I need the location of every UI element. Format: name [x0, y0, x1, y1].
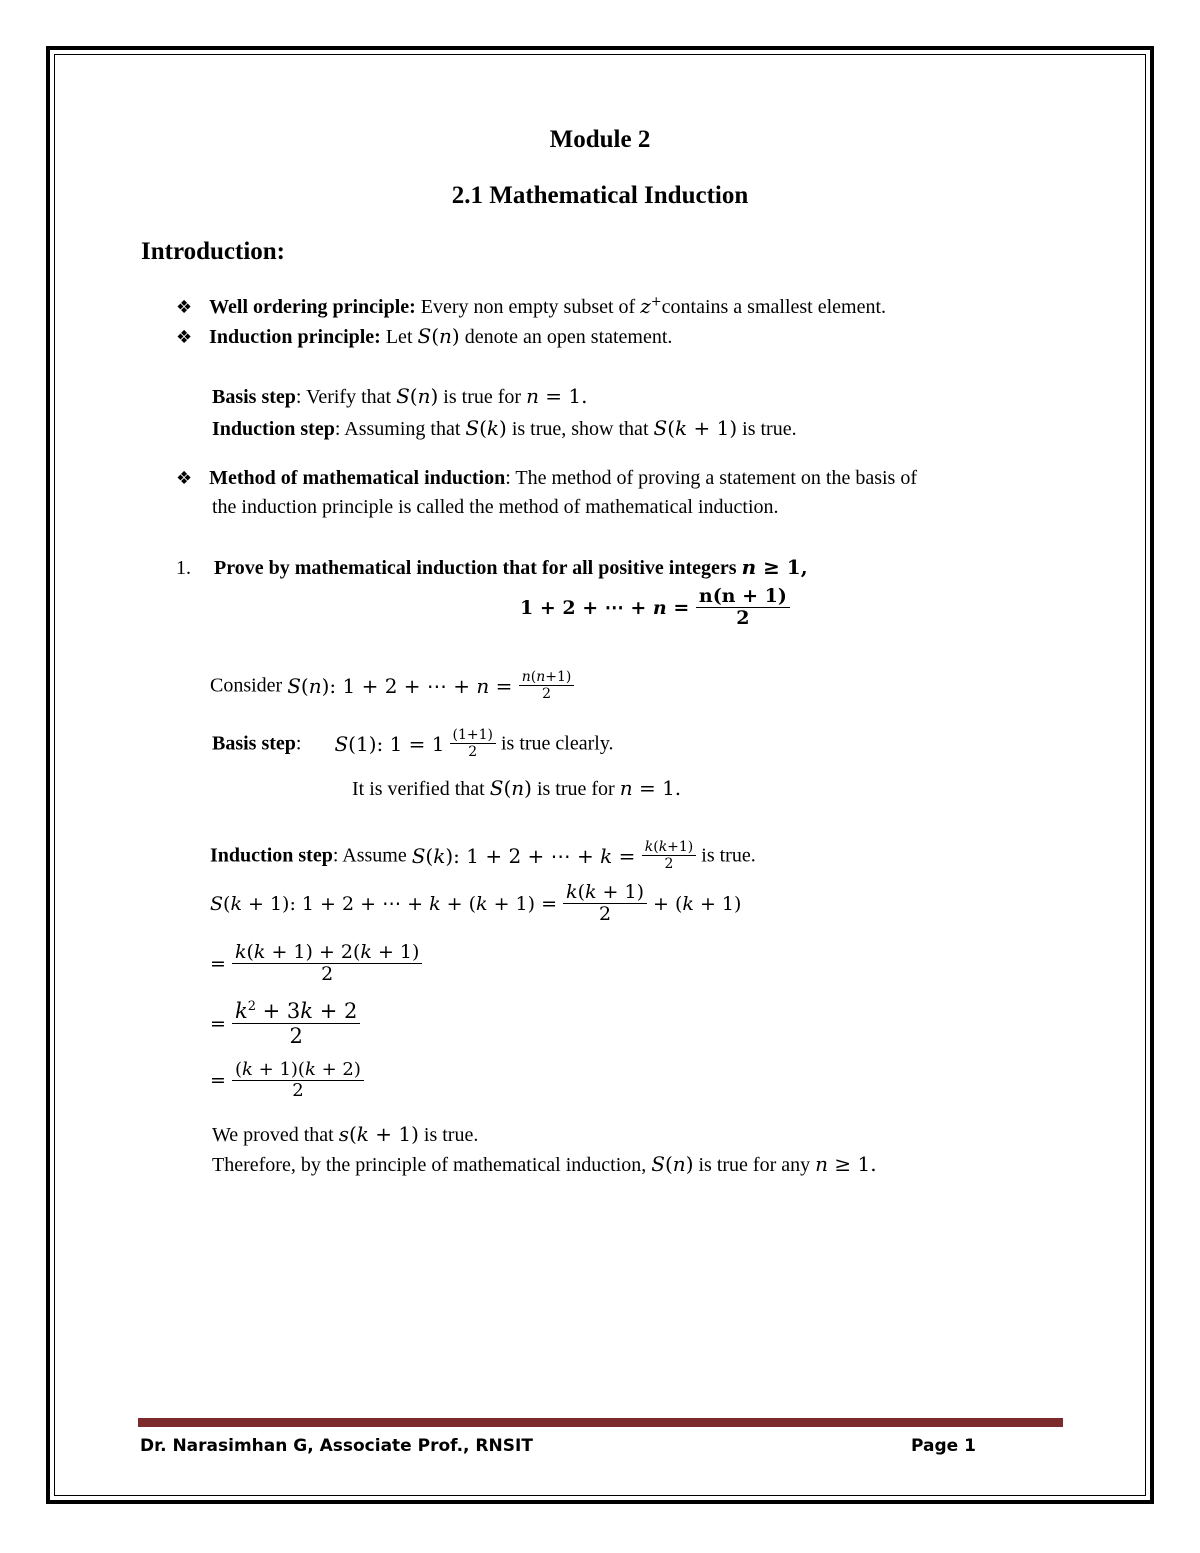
consider-line: Consider S(n): 1 + 2 + ⋯ + n = $\frac{n(n+1)}{2}$	[210, 670, 574, 702]
intro-heading: Introduction:	[141, 238, 286, 265]
step-equation-2: = $\frac{k^2 + 3k + 2}{2}$	[210, 1000, 360, 1048]
proved-line: We proved that s(k + 1) is true.	[212, 1122, 479, 1146]
diamond-bullet-icon: ❖	[176, 468, 193, 489]
bullet-well-ordering: ❖ Well ordering principle: Every non empty subset of z+contains a smallest element.	[176, 294, 887, 318]
induction-step-label: Induction step	[212, 418, 335, 440]
problem-1-statement: 1. Prove by mathematical induction that for all positive integers n ≥ 1,	[176, 555, 808, 579]
bullet-method: ❖ Method of mathematical induction: The method of proving a statement on the basis of	[176, 467, 918, 489]
math-z-plus: z+	[640, 294, 662, 318]
induction-step-proof: Induction step: Assume S(k): 1 + 2 + ⋯ + k = $\frac{k(k+1)}{2}$ is true.	[210, 839, 756, 873]
section-title: 2.1 Mathematical Induction	[451, 182, 749, 209]
bullet-label: Well ordering principle:	[209, 296, 416, 318]
basis-step-proof: Basis step: S(1): 1 = 1 $\frac{(1+1)}{2}$ is true clearly.	[212, 727, 614, 761]
bullet-induction-principle: ❖ Induction principle: Let S(n) denote an open statement.	[176, 324, 673, 348]
bullet-label: Induction principle:	[209, 326, 381, 348]
module-title: Module 2	[549, 126, 651, 153]
main-equation: 1 + 2 + ⋯ + n = $\frac{n(n + 1)}{2}$	[520, 586, 790, 630]
induction-step-line: Induction step: Assuming that S(k) is true, show that S(k + 1) is true.	[212, 416, 797, 440]
diamond-bullet-icon: ❖	[176, 327, 193, 348]
footer-author: Dr. Narasimhan G, Associate Prof., RNSIT	[140, 1436, 533, 1456]
therefore-line: Therefore, by the principle of mathematical induction, S(n) is true for any n ≥ 1.	[212, 1152, 877, 1176]
basis-step-line: Basis step: Verify that S(n) is true for n = 1.	[212, 384, 588, 408]
footer-page-number: Page 1	[911, 1436, 976, 1456]
page-border-inner	[54, 54, 1146, 1496]
sk1-equation: S(k + 1): 1 + 2 + ⋯ + k + (k + 1) = $\frac{k(k + 1)}{2}$ + (k + 1)	[210, 881, 742, 925]
bullet-label: Method of mathematical induction	[209, 467, 506, 489]
step-equation-1: = $\frac{k(k + 1) + 2(k + 1)}{2}$	[210, 942, 422, 986]
basis-step-label: Basis step	[212, 386, 296, 408]
footer-divider	[138, 1418, 1063, 1427]
method-line-2: the induction principle is called the method of mathematical induction.	[212, 496, 779, 518]
problem-number: 1.	[176, 557, 191, 579]
diamond-bullet-icon: ❖	[176, 297, 193, 318]
step-equation-3: = $\frac{(k + 1)(k + 2)}{2}$	[210, 1060, 364, 1101]
verified-line: It is verified that S(n) is true for n = 1.	[352, 776, 682, 800]
